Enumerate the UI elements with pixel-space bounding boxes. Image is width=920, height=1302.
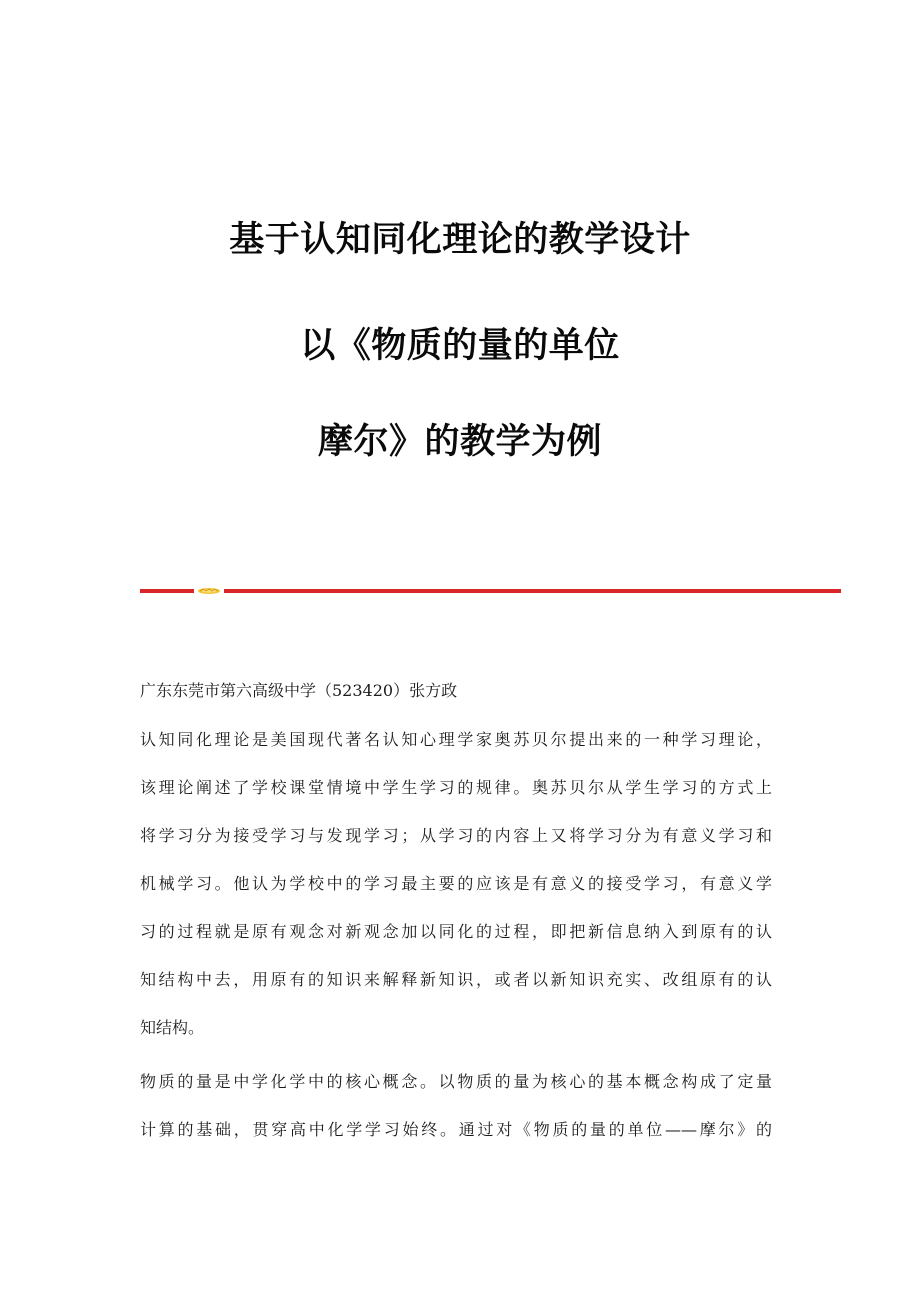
paragraph-line: 机械学习。他认为学校中的学习最主要的应该是有意义的接受学习，有意义学 xyxy=(140,874,772,893)
paragraph-line: 计算的基础，贯穿高中化学学习始终。通过对《物质的量的单位——摩尔》的 xyxy=(140,1120,772,1139)
paragraph-1 xyxy=(140,716,772,1052)
title-line-2: 以《物质的量的单位 xyxy=(300,326,620,366)
paragraph-line: 习的过程就是原有观念对新观念加以同化的过程，即把新信息纳入到原有的认 xyxy=(140,922,772,941)
divider-bar-right xyxy=(224,589,841,593)
paragraph-line: 认知同化理论是美国现代著名认知心理学家奥苏贝尔提出来的一种学习理论， xyxy=(140,730,772,749)
paragraph-line: 该理论阐述了学校课堂情境中学生学习的规律。奥苏贝尔从学生学习的方式上 xyxy=(140,778,772,797)
paragraph-line: 物质的量是中学化学中的核心概念。以物质的量为核心的基本概念构成了定量 xyxy=(140,1072,772,1091)
document-title xyxy=(0,208,920,462)
author-affiliation: 广东东莞市第六高级中学（523420）张方政 xyxy=(140,681,458,700)
divider-bar-left xyxy=(140,589,194,593)
paragraph-line: 知结构中去，用原有的知识来解释新知识，或者以新知识充实、改组原有的认 xyxy=(140,970,772,989)
paragraph-line: 知结构。 xyxy=(140,1018,205,1037)
paragraph-line: 将学习分为接受学习与发现学习；从学习的内容上又将学习分为有意义学习和 xyxy=(140,826,772,845)
paragraph-2 xyxy=(140,1058,772,1154)
document-body xyxy=(140,676,772,1154)
title-line-3: 摩尔》的教学为例 xyxy=(317,422,602,462)
title-divider xyxy=(140,588,841,594)
title-line-1: 基于认知同化理论的教学设计 xyxy=(229,220,691,260)
divider-ornament-icon xyxy=(197,587,221,595)
